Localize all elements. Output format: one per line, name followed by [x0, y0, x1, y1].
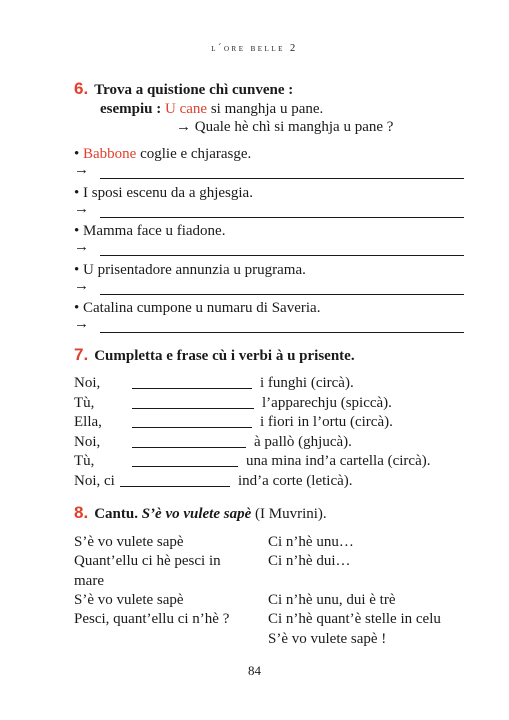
- exercise-7-title: Cumpletta e frase cù i verbi à u prisente.: [94, 348, 355, 364]
- song-artist: (I Muvrini).: [251, 506, 327, 522]
- answer-underline[interactable]: [100, 178, 464, 179]
- song-line: Pesci, quant’ellu ci n’hè ?: [74, 611, 230, 628]
- exercise-6-sentence: [74, 145, 251, 163]
- example-sentence: si manghja u pane.: [207, 101, 324, 117]
- bullet-icon: •: [74, 146, 80, 162]
- arrow-icon: →: [176, 119, 191, 135]
- sentence-text: coglie e chjarasge.: [136, 146, 252, 162]
- sentence-start: Ella,: [74, 414, 102, 431]
- example-subject: U cane: [165, 101, 208, 117]
- song-line: Ci n’hè quant’è stelle in celu: [268, 611, 441, 628]
- blank-input[interactable]: [132, 436, 246, 448]
- song-line: S’è vo vulete sapè: [74, 591, 184, 608]
- song-line: S’è vo vulete sapè: [74, 534, 184, 550]
- answer-underline[interactable]: [100, 255, 464, 256]
- bullet-icon: •: [74, 300, 80, 316]
- exercise-6-title: Trova a quistione chì cunvene :: [94, 82, 294, 98]
- blank-input[interactable]: [132, 455, 238, 467]
- bullet-icon: •: [74, 223, 80, 239]
- exercise-7-number: 7.: [74, 345, 89, 364]
- exercise-6-sentence: [74, 261, 306, 279]
- arrow-icon: →: [74, 162, 89, 178]
- page-number: 84: [248, 663, 261, 678]
- sentence-start: Noi,: [74, 375, 101, 391]
- sentence-end: una mina ind’a cartella (circà).: [246, 453, 431, 470]
- exercise-6-sentence: [74, 222, 225, 240]
- sentence-end: i funghi (circà).: [260, 375, 354, 391]
- sentence-text: Mamma face u fiadone.: [83, 223, 226, 239]
- blank-input[interactable]: [132, 416, 252, 428]
- answer-line[interactable]: [74, 241, 464, 259]
- sentence-text: I sposi escenu da a ghjesgia.: [83, 184, 253, 201]
- exercise-7-title-line: [74, 346, 355, 365]
- exercise-6-number: 6.: [74, 79, 89, 98]
- sentence-start: Tù,: [74, 394, 95, 411]
- song-line: Quant’ellu ci hè pesci in: [74, 553, 221, 570]
- arrow-icon: →: [74, 277, 89, 294]
- sentence-start: Noi,: [74, 433, 101, 450]
- exercise-6-example: [100, 100, 323, 118]
- answer-line[interactable]: [74, 164, 464, 182]
- answer-underline[interactable]: [100, 294, 464, 295]
- song-title: S’è vo vulete sapè: [141, 506, 252, 522]
- exercise-8-label: Cantu.: [94, 506, 138, 522]
- exercise-8-number: 8.: [74, 503, 89, 522]
- exercise-6-example-answer: [176, 118, 393, 136]
- exercise-6-sentence: [74, 299, 320, 317]
- exercise-8-title-line: [74, 504, 327, 523]
- blank-input[interactable]: [132, 397, 254, 409]
- sentence-end: ind’a corte (leticà).: [238, 473, 353, 489]
- answer-line[interactable]: [74, 200, 464, 221]
- sentence-end: à pallò (ghjucà).: [254, 433, 352, 450]
- sentence-end: i fiori in l’ortu (circà).: [260, 414, 393, 431]
- arrow-icon: →: [74, 316, 89, 332]
- bullet-icon: •: [74, 261, 80, 278]
- sentence-start: Tù,: [74, 453, 95, 470]
- highlighted-subject: Babbone: [83, 146, 137, 162]
- exercise-6-title-line: [74, 80, 293, 99]
- example-question: Quale hè chì si manghja u pane ?: [194, 119, 394, 135]
- answer-line[interactable]: [74, 277, 464, 298]
- bullet-icon: •: [74, 184, 80, 201]
- exercise-6-sentence: [74, 184, 253, 202]
- answer-line[interactable]: [74, 318, 464, 336]
- blank-input[interactable]: [120, 475, 230, 487]
- sentence-end: l’apparechju (spiccà).: [262, 394, 392, 411]
- running-header: l´ore belle 2: [211, 43, 298, 54]
- song-line: Ci n’hè unu…: [268, 534, 354, 550]
- arrow-icon: →: [74, 200, 89, 217]
- song-line: Ci n’hè unu, dui è trè: [268, 591, 396, 608]
- answer-underline[interactable]: [100, 332, 464, 333]
- sentence-text: U prisentadore annunzia u prugrama.: [83, 261, 306, 278]
- arrow-icon: →: [74, 239, 89, 255]
- blank-input[interactable]: [132, 377, 252, 389]
- song-line: S’è vo vulete sapè !: [268, 630, 387, 647]
- song-line: Ci n’hè dui…: [268, 553, 351, 570]
- sentence-text: Catalina cumpone u numaru di Saveria.: [83, 300, 321, 316]
- sentence-start: Noi, ci: [74, 473, 115, 489]
- example-label: esempiu :: [100, 101, 162, 117]
- answer-underline[interactable]: [100, 217, 464, 218]
- song-line: mare: [74, 572, 104, 589]
